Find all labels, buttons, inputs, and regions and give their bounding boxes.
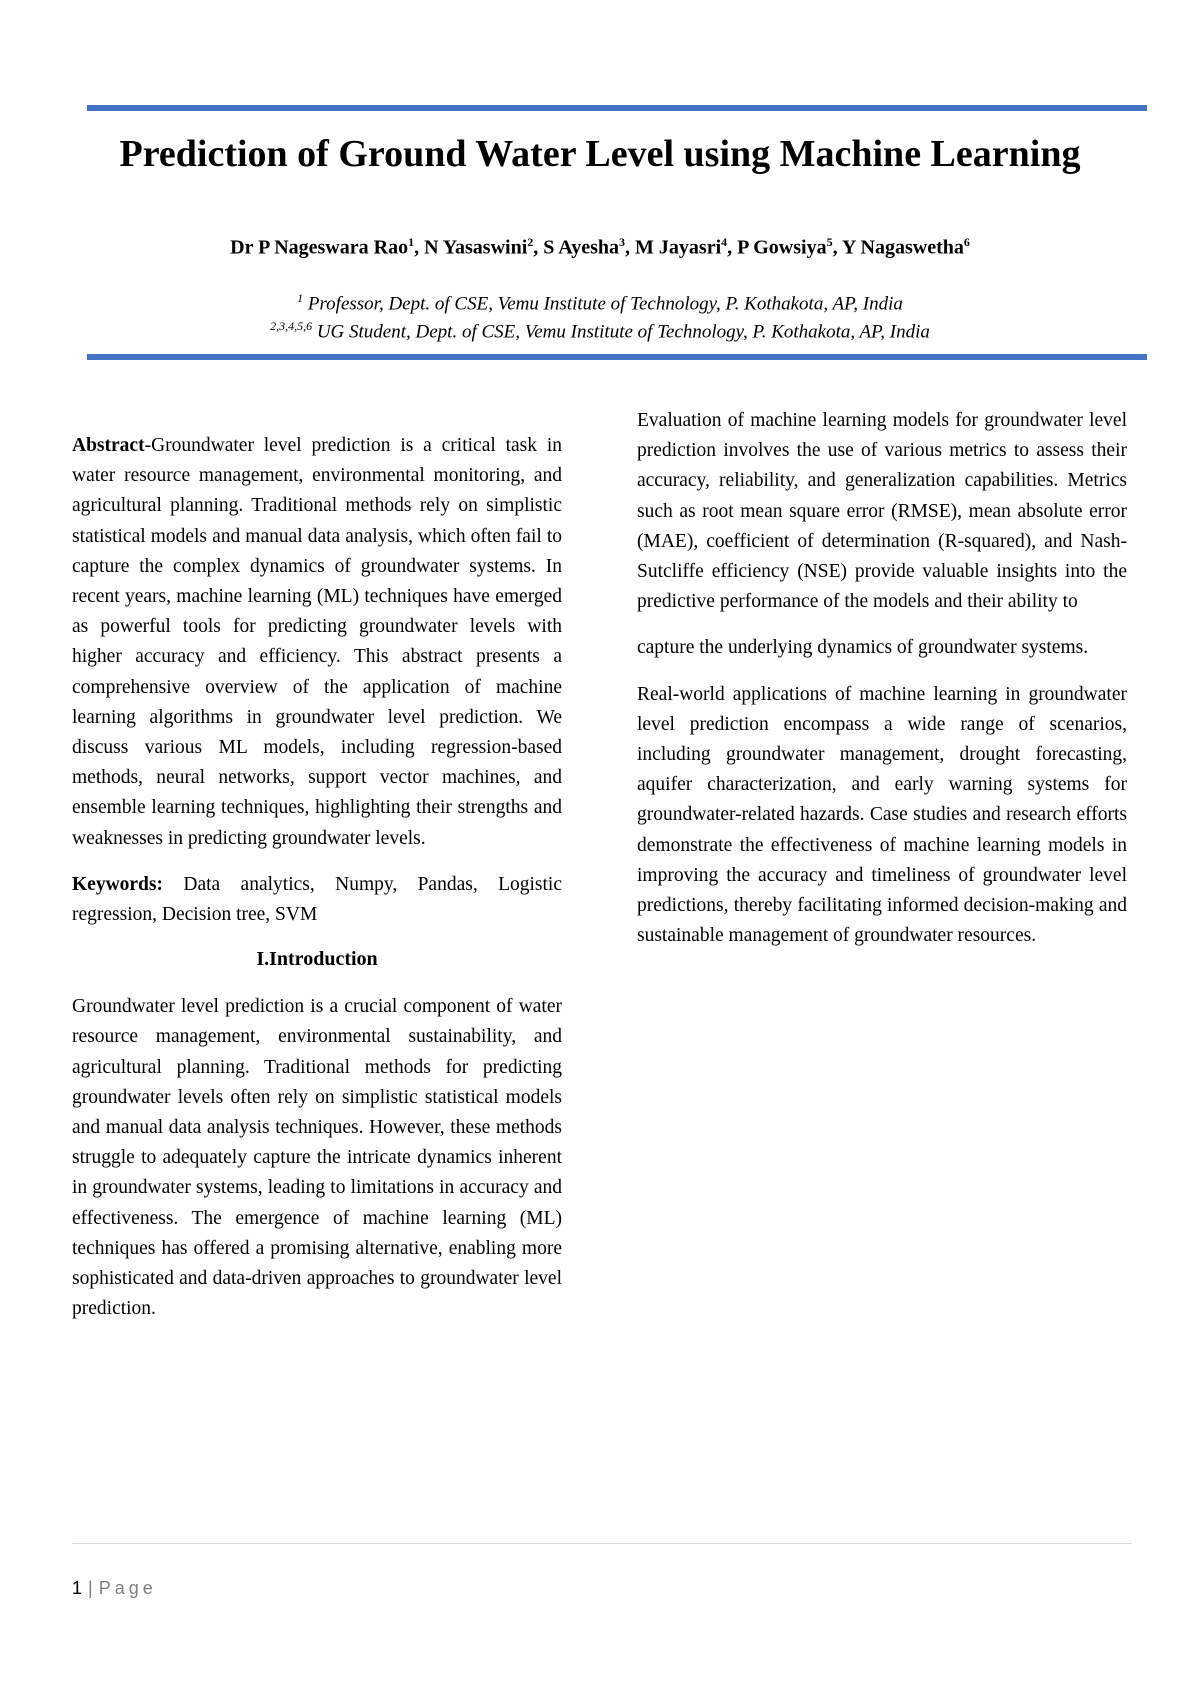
right-column [637,406,1127,967]
footer-separator: | [88,1578,93,1598]
abstract-label: Abstract [72,435,145,456]
keywords-text: Data analytics, Numpy, Pandas, Logistic regression, Decision tree, SVM [72,873,562,926]
section-heading-introduction: I.Introduction [256,948,378,971]
author-name: P Gowsiya [737,236,827,259]
page-word: Page [98,1578,157,1598]
affiliation-text: Professor, Dept. of CSE, Vemu Institute of Technology, P. Kothakota, AP, India [303,293,903,315]
author-name: S Ayesha [543,236,620,259]
evaluation-paragraph: Evaluation of machine learning models for groundwater level prediction involves the use of various metrics to assess their accuracy, reliability, and generalization capabilities. Metrics such as root mean square error (RMSE), mean absolute error (MAE), coefficient of determination (R-squared), and Nash-Sutcliffe efficiency (NSE) provide valuable insights into the predictive performance of the models and their ability to [637,410,1127,613]
affiliation-sup: 2,3,4,5,6 [270,319,313,333]
author-sup: 4 [721,235,728,249]
page-number: 1 [72,1578,83,1598]
abstract-text: -Groundwater level prediction is a critical task in water resource management, environmental monitoring, and agricultural planning. Traditional methods rely on simplistic statistical models and manual data analysis, which often fail to capture the complex dynamics of groundwater systems. In recent years, machine learning (ML) techniques have emerged as powerful tools for predicting groundwater levels with higher accuracy and efficiency. This abstract presents a comprehensive overview of the application of machine learning algorithms in groundwater level prediction. We discuss various ML models, including regression-based methods, neural networks, support vector machines, and ensemble learning techniques, highlighting their strengths and weaknesses in predicting groundwater levels. [72,435,562,849]
author-sup: 6 [963,235,970,249]
author-list: Dr P Nageswara Rao$^1$, N Yasaswini$^2$, S Ayesha$^3$, M Jayasri$^4$, P Gowsiya$^5$, Y Nagaswetha$^6$ [230,235,970,259]
author-sup: 5 [826,235,833,249]
affiliation-text: UG Student, Dept. of CSE, Vemu Institute of Technology, P. Kothakota, AP, India [312,321,930,343]
affiliation-sup: 1 [297,291,304,305]
affiliation-line [0,313,1200,345]
applications-paragraph: Real-world applications of machine learning in groundwater level prediction encompass a wide range of scenarios, including groundwater management, drought forecasting, aquifer characterization, and early warning systems for groundwater-related hazards. Case studies and research efforts demonstrate the effectiveness of machine learning models in improving the accuracy and timeliness of groundwater level predictions, thereby facilitating informed decision-making and sustainable management of groundwater resources. [637,683,1127,947]
paper-title: Prediction of Ground Water Level using Machine Learning [119,133,1081,175]
author-sup: 1 [408,235,415,249]
left-column [72,431,562,1340]
author-sup: 3 [619,235,626,249]
intro-paragraph: Groundwater level prediction is a crucial component of water resource management, environmental sustainability, and agricultural planning. Traditional methods for predicting groundwater levels often rely on simplistic statistical models and manual data analysis techniques. However, these methods struggle to adequately capture the intricate dynamics inherent in groundwater systems, leading to limitations in accuracy and effectiveness. The emergence of machine learning (ML) techniques has offered a promising alternative, enabling more sophisticated and data-driven approaches to groundwater level prediction. [72,996,562,1320]
keywords-paragraph [72,870,562,930]
header-top-rule [87,105,1147,111]
author-name: Y Nagaswetha [841,236,964,259]
keywords-label: Keywords: [72,873,163,895]
author-name: N Yasaswini [424,236,528,259]
page-footer [72,1576,157,1600]
author-name: Dr P Nageswara Rao [230,236,409,259]
abstract-paragraph [72,431,562,854]
continuation-paragraph: capture the underlying dynamics of groundwater systems. [637,637,1089,659]
header-bottom-rule [87,354,1147,360]
footer-rule [72,1543,1132,1544]
author-name: M Jayasri [635,236,722,259]
author-sup: 2 [527,235,534,249]
